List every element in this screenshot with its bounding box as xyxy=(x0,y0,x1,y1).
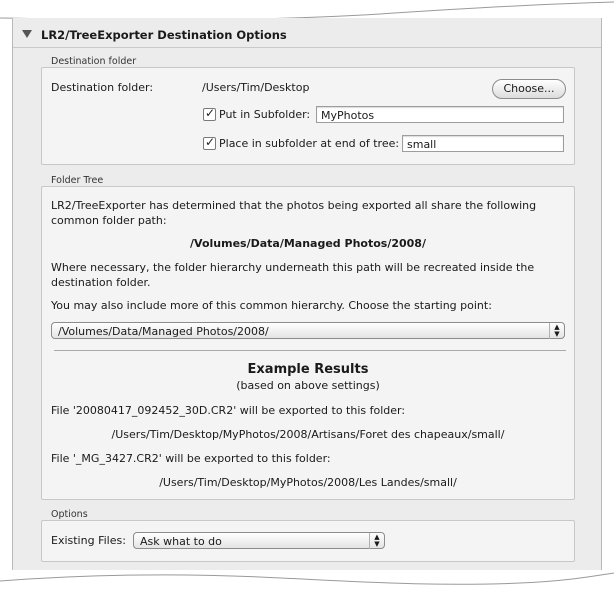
tree-intro-line2: common folder path: xyxy=(51,214,167,227)
put-in-subfolder-checkbox[interactable] xyxy=(203,108,216,121)
folder-tree-box xyxy=(41,186,575,500)
options-section-label: Options xyxy=(51,509,88,520)
tree-note-line1: Where necessary, the folder hierarchy underneath this path will be recreated inside the xyxy=(51,261,535,274)
checkmark-icon: ✓ xyxy=(205,135,216,149)
destination-folder-path: /Users/Tim/Desktop xyxy=(202,81,310,94)
place-at-end-checkbox[interactable] xyxy=(203,137,216,150)
example-results-subtitle: (based on above settings) xyxy=(236,379,380,392)
existing-files-popup[interactable] xyxy=(133,532,385,549)
up-down-arrows-icon: ▲ ▼ xyxy=(369,533,384,549)
subfolder-name-field[interactable]: MyPhotos xyxy=(316,106,564,123)
example1-path: /Users/Tim/Desktop/MyPhotos/2008/Artisans/Foret des chapeaux/small/ xyxy=(111,428,505,441)
divider xyxy=(54,350,566,351)
example2-text: File '_MG_3427.CR2' will be exported to this folder: xyxy=(51,452,331,465)
start-point-value: /Volumes/Data/Managed Photos/2008/ xyxy=(58,325,269,338)
destination-section-label: Destination folder xyxy=(51,56,137,67)
checkmark-icon: ✓ xyxy=(205,106,216,120)
destination-box xyxy=(41,67,575,165)
tree-note-line2: destination folder. xyxy=(51,276,151,289)
tree-intro-line1: LR2/TreeExporter has determined that the photos being exported all share the following xyxy=(51,199,537,212)
common-path: /Volumes/Data/Managed Photos/2008/ xyxy=(190,237,426,250)
disclosure-triangle-icon[interactable] xyxy=(22,30,32,38)
choose-button[interactable]: Choose... xyxy=(492,79,566,99)
start-point-popup[interactable] xyxy=(51,322,565,339)
folder-tree-section-label: Folder Tree xyxy=(51,175,104,186)
options-box xyxy=(41,520,575,562)
example1-text: File '20080417_092452_30D.CR2' will be exported to this folder: xyxy=(51,404,406,417)
choose-start-prompt: You may also include more of this common hierarchy. Choose the starting point: xyxy=(51,299,492,312)
panel-title: LR2/TreeExporter Destination Options xyxy=(41,28,287,42)
existing-files-value: Ask what to do xyxy=(140,535,222,548)
put-in-subfolder-label: Put in Subfolder: xyxy=(219,108,311,121)
existing-files-label: Existing Files: xyxy=(51,534,126,547)
example2-path: /Users/Tim/Desktop/MyPhotos/2008/Les Landes/small/ xyxy=(159,476,457,489)
up-down-arrows-icon: ▲ ▼ xyxy=(549,323,564,339)
panel-header[interactable] xyxy=(13,23,601,48)
place-at-end-label: Place in subfolder at end of tree: xyxy=(219,137,400,150)
destination-folder-label: Destination folder: xyxy=(51,81,154,94)
torn-edge-bottom xyxy=(0,569,614,595)
end-subfolder-name-field[interactable]: small xyxy=(402,135,564,152)
export-options-panel xyxy=(12,18,602,570)
example-results-title: Example Results xyxy=(247,362,369,377)
